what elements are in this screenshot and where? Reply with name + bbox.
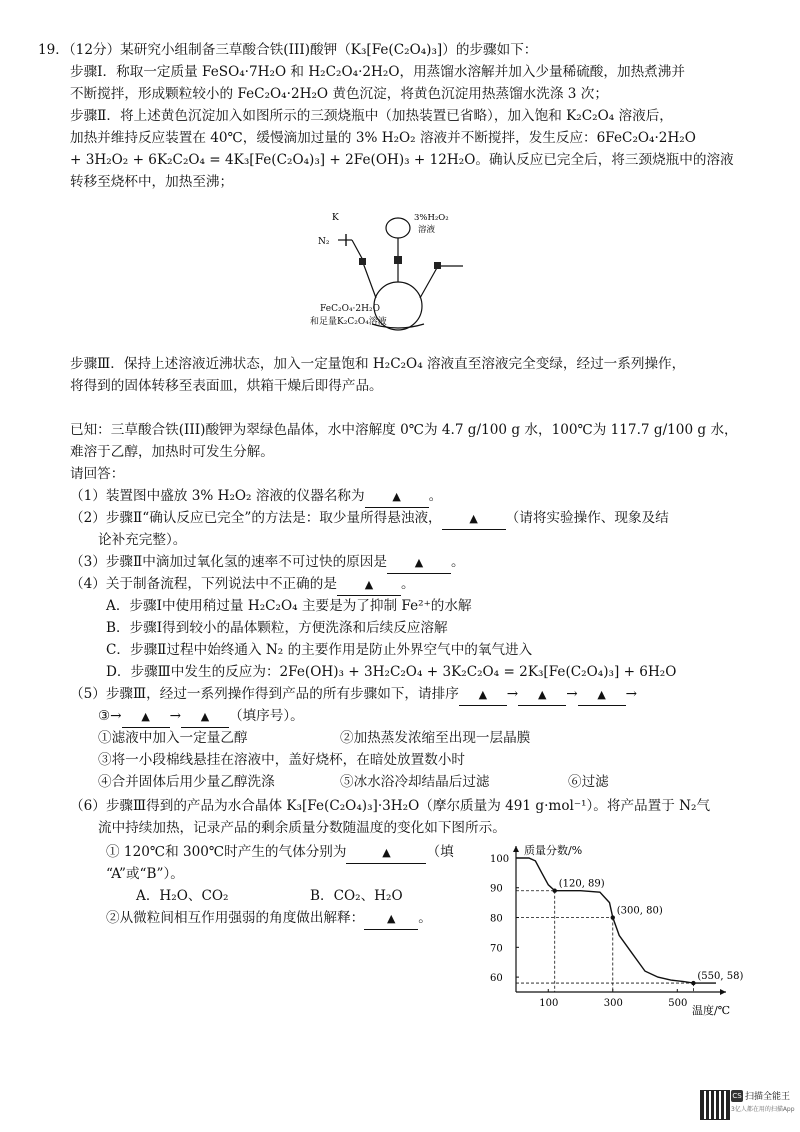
answer-blank-4[interactable]: ▲ (337, 574, 401, 596)
camscanner-logo: CS (732, 1092, 742, 1100)
data-point (553, 889, 557, 893)
subquestion-3: （3）步骤Ⅱ中滴加过氧化氢的速率不可过快的原因是 ▲ 。 (70, 552, 465, 574)
mass-fraction-curve (516, 858, 716, 983)
subquestion-6-line2: 流中持续加热，记录产品的剩余质量分数随温度的变化如下图所示。 (98, 820, 506, 836)
question-header: 19．（12分）某研究小组制备三草酸合铁(III)酸钾（K₃[Fe(C₂O₄)₃]）的步骤如下： (38, 42, 538, 58)
h2o2-label-2: 溶液 (418, 225, 436, 235)
data-point (611, 915, 615, 919)
stopper-center (394, 256, 402, 264)
y-tick-label: 80 (490, 913, 503, 925)
answer-blank-5d[interactable]: ▲ (122, 706, 170, 728)
answer-blank-2[interactable]: ▲ (442, 508, 506, 530)
q4-option-b: B．步骤Ⅰ得到较小的晶体颗粒，方便洗涤和后续反应溶解 (106, 620, 448, 636)
y-tick-label: 60 (490, 973, 503, 985)
watermark-title: 扫描全能王 (745, 1092, 791, 1102)
step1-line1: 步骤Ⅰ．称取一定质量 FeSO₄·7H₂O 和 H₂C₂O₄·2H₂O，用蒸馏水溶解并加入少量稀硫酸，加热煮沸并 (70, 64, 685, 80)
y-tick-label: 70 (490, 943, 503, 955)
answer-blank-3[interactable]: ▲ (387, 552, 451, 574)
q5-item-1: ①滤液中加入一定量乙醇 (98, 730, 248, 746)
x-tick-label: 500 (668, 998, 688, 1009)
subquestion-5: （5）步骤Ⅲ，经过一系列操作得到产品的所有步骤如下，请排序 ▲ → ▲ → ▲ → (70, 684, 637, 706)
answer-blank-5a[interactable]: ▲ (459, 684, 507, 706)
q5-item-4: ④合并固体后用少量乙醇洗涤 (98, 774, 275, 790)
step2-line1: 步骤Ⅱ．将上述黄色沉淀加入如图所示的三颈烧瓶中（加热装置已省略），加入饱和 K₂C₂O₄ 溶液后， (70, 108, 673, 124)
q4-option-c: C．步骤Ⅱ过程中始终通入 N₂ 的主要作用是防止外界空气中的氧气进入 (106, 642, 533, 658)
flask-label-1: FeC₂O₄·2H₂O (320, 304, 380, 314)
qr-code-icon (700, 1090, 730, 1120)
step2-line2: 加热并维持反应装置在 40℃，缓慢滴加过量的 3% H₂O₂ 溶液并不断搅拌，发生反应：6FeC₂O₄·2H₂O (70, 130, 696, 146)
x-tick-label: 300 (603, 998, 623, 1009)
mass-fraction-chart (486, 842, 744, 1022)
answer-blank-5e[interactable]: ▲ (181, 706, 229, 728)
y-axis-label: 质量分数/% (524, 844, 583, 857)
step3-line1: 步骤Ⅲ．保持上述溶液近沸状态，加入一定量饱和 H₂C₂O₄ 溶液直至溶液完全变绿，经过一系列操作， (70, 356, 686, 372)
subquestion-6-1: ① 120℃和 300℃时产生的气体分别为 ▲ （填 (106, 842, 454, 864)
known-line1: 已知：三草酸合铁(III)酸钾为翠绿色晶体，水中溶解度 0℃为 4.7 g/100 g 水，100℃为 117.7 g/100 g 水， (70, 422, 738, 438)
subquestion-5-line2: ③→ ▲ → ▲ （填序号）。 (98, 706, 304, 728)
answer-blank-1[interactable]: ▲ (365, 486, 429, 508)
subquestion-6-1-line2: “A”或“B”）。 (106, 866, 184, 882)
subquestion-6-2: ②从微粒间相互作用强弱的角度做出解释： ▲ 。 (106, 908, 432, 930)
h2o2-label: 3%H₂O₂ (414, 213, 449, 223)
y-tick-label: 100 (490, 853, 510, 865)
y-tick-label: 90 (490, 883, 503, 895)
stopper-left (359, 258, 366, 265)
q5-item-5: ⑤冰水浴冷却结晶后过滤 (340, 774, 490, 790)
q5-item-3: ③将一小段棉线悬挂在溶液中，盖好烧杯，在暗处放置数小时 (98, 752, 466, 768)
q5-item-2: ②加热蒸发浓缩至出现一层晶膜 (340, 730, 531, 746)
y-axis-arrow-icon (513, 846, 519, 852)
subquestion-2: （2）步骤Ⅱ“确认反应已完全”的方法是：取少量所得悬浊液， ▲ （请将实验操作、现象及结 (70, 508, 669, 530)
answer-blank-6b[interactable]: ▲ (364, 908, 418, 930)
data-point (691, 981, 695, 985)
answer-blank-5c[interactable]: ▲ (578, 684, 626, 706)
data-point-label: (300, 80) (616, 905, 663, 917)
subquestion-2-line2: 论补充完整）。 (98, 532, 187, 548)
x-axis-label: 温度/℃ (692, 1004, 731, 1017)
q4-option-d: D．步骤Ⅲ中发生的反应为：2Fe(OH)₃ + 3H₂C₂O₄ + 3K₂C₂O₄ = 2K₃[Fe(C₂O₄)₃] + 6H₂O (106, 664, 677, 680)
stopper-right (434, 262, 441, 269)
answer-blank-6a[interactable]: ▲ (346, 842, 426, 864)
q6-option-b: B．CO₂、H₂O (310, 888, 403, 904)
x-axis-arrow-icon (720, 989, 726, 995)
x-tick-label: 100 (539, 998, 559, 1009)
valve-k-label: K (332, 213, 339, 223)
q5-item-6: ⑥过滤 (568, 774, 609, 790)
flask-label-2: 和足量K₂C₂O₄溶液 (310, 317, 387, 327)
answer-prompt: 请回答： (70, 466, 125, 482)
q4-option-a: A．步骤Ⅰ中使用稍过量 H₂C₂O₄ 主要是为了抑制 Fe²⁺的水解 (106, 598, 472, 614)
watermark-subtitle: 3亿人都在用的扫描App (731, 1106, 795, 1113)
step2-line3: + 3H₂O₂ + 6K₂C₂O₄ = 4K₃[Fe(C₂O₄)₃] + 2Fe(OH)₃ + 12H₂O。确认反应已完全后，将三颈烧瓶中的溶液 (70, 152, 734, 168)
data-point-label: (120, 89) (558, 878, 605, 890)
subquestion-6-line1: （6）步骤Ⅲ得到的产品为水合晶体 K₃[Fe(C₂O₄)₃]·3H₂O（摩尔质量为 491 g·mol⁻¹）。将产品置于 N₂气 (70, 798, 711, 814)
step3-line2: 将得到的固体转移至表面皿，烘箱干燥后即得产品。 (70, 378, 383, 394)
step2-line4: 转移至烧杯中，加热至沸； (70, 174, 234, 190)
subquestion-1: （1）装置图中盛放 3% H₂O₂ 溶液的仪器名称为 ▲ 。 (70, 486, 442, 508)
n2-inlet-label: N₂ (318, 237, 330, 247)
data-point-label: (550, 58) (697, 971, 744, 983)
q6-option-a: A．H₂O、CO₂ (136, 888, 229, 904)
known-line2: 难溶于乙醇，加热时可发生分解。 (70, 444, 274, 460)
subquestion-4: （4）关于制备流程，下列说法中不正确的是 ▲ 。 (70, 574, 415, 596)
step1-line2: 不断搅拌，形成颗粒较小的 FeC₂O₄·2H₂O 黄色沉淀，将黄色沉淀用热蒸馏水洗涤 3 次； (70, 86, 608, 102)
answer-blank-5b[interactable]: ▲ (518, 684, 566, 706)
